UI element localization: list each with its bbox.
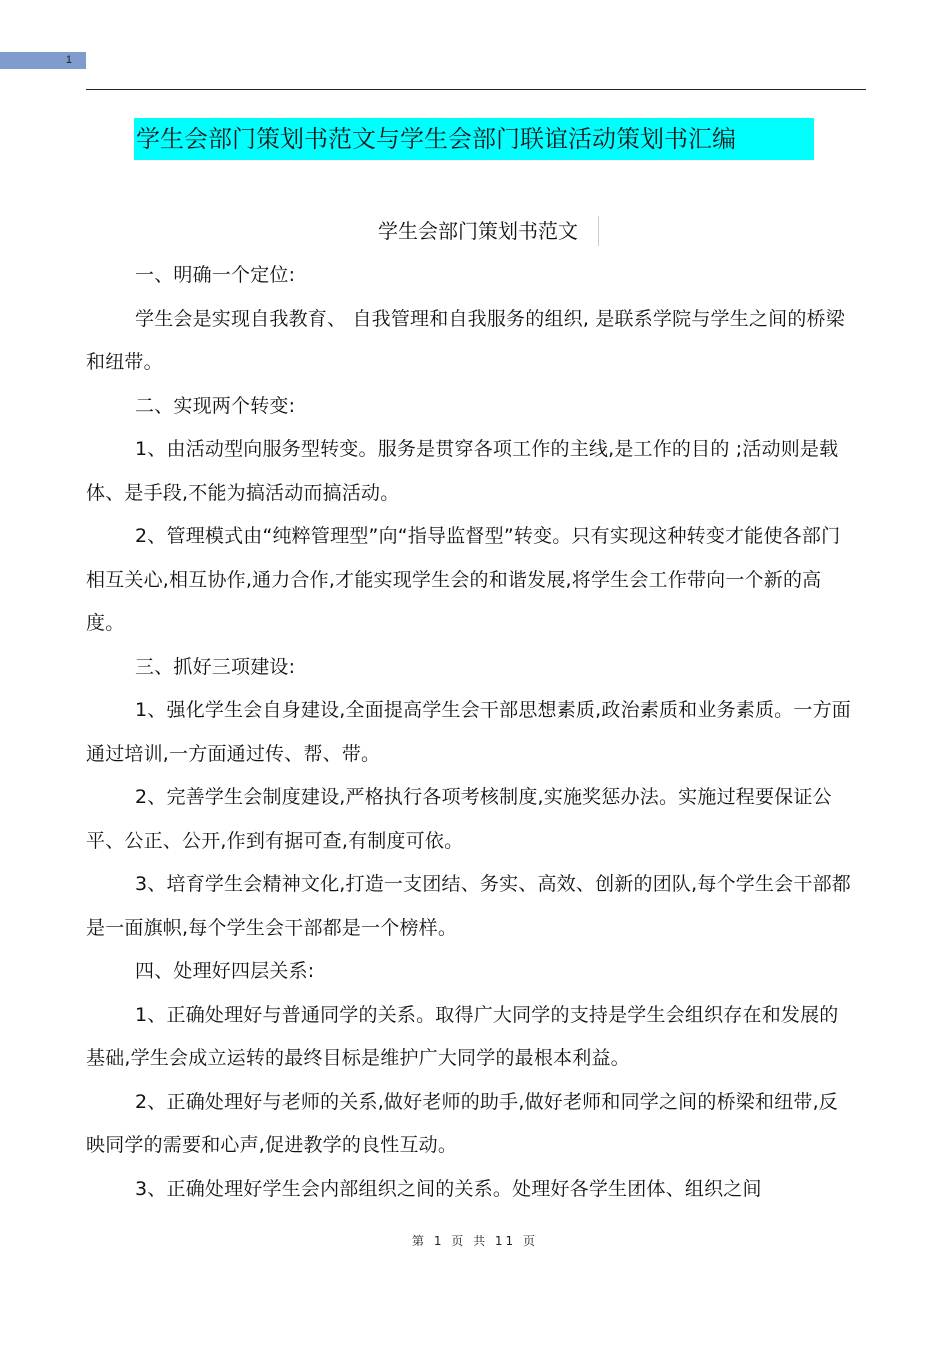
page-number-tab: 1	[0, 52, 86, 69]
paragraph: 2、完善学生会制度建设,严格执行各项考核制度,实施奖惩办法。实施过程要保证公平、公正、公开,作到有据可查,有制度可依。	[86, 786, 832, 852]
header-rule	[86, 89, 866, 90]
paragraph: 3、正确处理好学生会内部组织之间的关系。处理好各学生团体、组织之间	[135, 1177, 762, 1200]
paragraph: 二、实现两个转变:	[135, 394, 296, 417]
paragraph: 学生会是实现自我教育、 自我管理和自我服务的组织, 是联系学院与学生之间的桥梁和纽带。	[86, 307, 845, 373]
document-body	[86, 254, 856, 1211]
paragraph: 1、强化学生会自身建设,全面提高学生会干部思想素质,政治素质和业务素质。一方面通过培训,一方面通过传、帮、带。	[86, 699, 851, 765]
paragraph: 三、抓好三项建设:	[135, 655, 296, 678]
paragraph: 2、正确处理好与老师的关系,做好老师的助手,做好老师和同学之间的桥梁和纽带,反映同学的需要和心声,促进教学的良性互动。	[86, 1090, 839, 1156]
paragraph: 2、管理模式由“纯粹管理型”向“指导监督型”转变。只有实现这种转变才能使各部门相互关心,相互协作,通力合作,才能实现学生会的和谐发展,将学生会工作带向一个新的高度。	[86, 525, 841, 634]
paragraph: 3、培育学生会精神文化,打造一支团结、务实、高效、创新的团队,每个学生会干部都是一面旗帜,每个学生会干部都是一个榜样。	[86, 873, 851, 939]
paragraph: 1、正确处理好与普通同学的关系。取得广大同学的支持是学生会组织存在和发展的基础,学生会成立运转的最终目标是维护广大同学的最根本利益。	[86, 1003, 839, 1069]
paragraph: 一、明确一个定位:	[135, 264, 296, 286]
paragraph: 1、由活动型向服务型转变。服务是贯穿各项工作的主线,是工作的目的 ;活动则是载体、是手段,不能为搞活动而搞活动。	[86, 438, 839, 504]
section-title: 学生会部门策划书范文	[378, 216, 599, 246]
page-footer: 第 1 页 共 11 页	[412, 1234, 538, 1248]
paragraph: 四、处理好四层关系:	[135, 960, 315, 982]
document-title: 学生会部门策划书范文与学生会部门联谊活动策划书汇编	[134, 118, 814, 160]
